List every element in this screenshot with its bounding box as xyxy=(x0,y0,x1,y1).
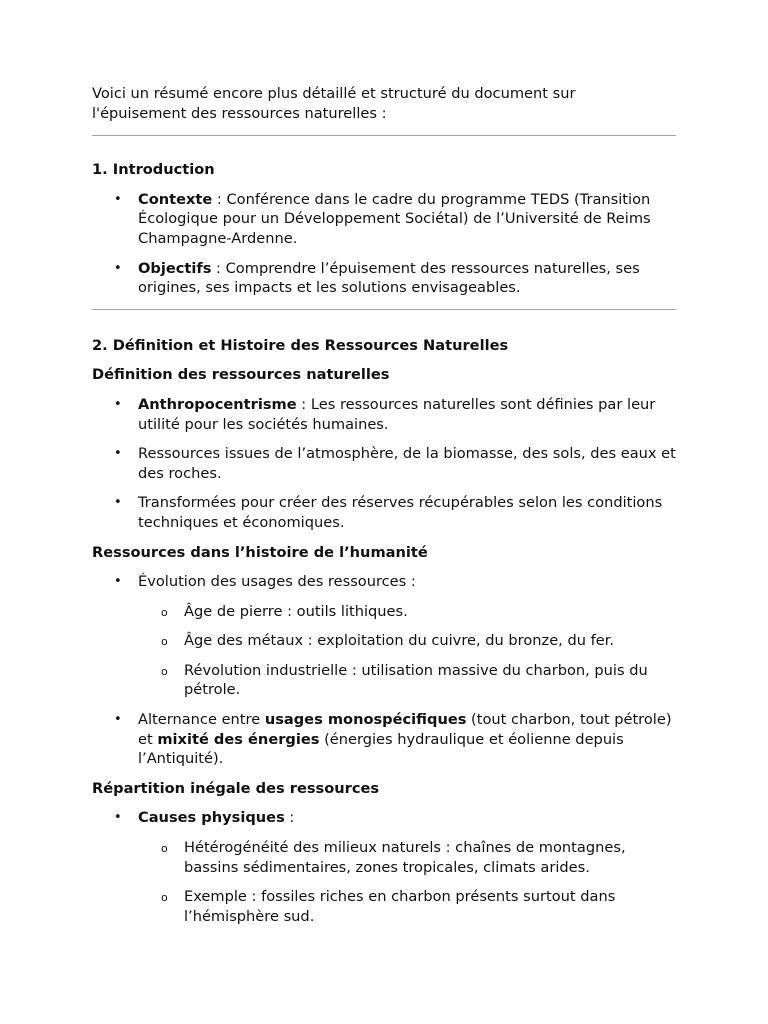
divider-1 xyxy=(92,135,676,136)
alternance-text-c: (tout charbon, tout pétrole) et xyxy=(138,711,672,748)
document-page xyxy=(92,84,676,926)
intro-text: Voici un résumé encore plus détaillé et structuré du document sur l'épuisement des ressources naturelles : xyxy=(92,85,576,122)
objectifs-text: : Comprendre l’épuisement des ressources naturelles, ses origines, ses impacts et les solutions envisageables. xyxy=(138,259,640,297)
anthropocentrisme-text: : Les ressources naturelles sont définies par leur utilité pour les sociétés humaines. xyxy=(138,395,656,433)
intro-paragraph xyxy=(92,84,622,123)
causes-sublist xyxy=(138,838,676,926)
definition-heading: Définition des ressources naturelles xyxy=(92,366,390,384)
sublist-item-industrielle: o Révolution industrielle : utilisation massive du charbon, puis du pétrole. xyxy=(138,661,676,700)
list-item-contexte xyxy=(92,190,676,249)
list-item-causes xyxy=(92,808,676,926)
causes-label: Causes physiques xyxy=(138,809,285,827)
sublist-item-metaux: o Âge des métaux : exploitation du cuivre, du bronze, du fer. xyxy=(138,631,676,651)
divider-2 xyxy=(92,309,676,310)
anthropocentrisme-label: Anthropocentrisme xyxy=(138,395,297,413)
list-item-transformees: • Transformées pour créer des réserves récupérables selon les conditions techniques et économiques. xyxy=(92,493,676,532)
alternance-bold-monospecifiques: usages monospécifiques xyxy=(264,711,467,729)
causes-text: : xyxy=(284,809,295,827)
alternance-text-e: (énergies hydraulique et éolienne depuis l’Antiquité). xyxy=(138,730,624,768)
list-item-sources: • Ressources issues de l’atmosphère, de la biomasse, des sols, des eaux et des roches. xyxy=(92,444,676,483)
list-item-objectifs xyxy=(92,259,676,298)
repartition-list xyxy=(92,808,676,926)
contexte-text: : Conférence dans le cadre du programme TEDS (Transition Écologique pour un Développement Sociétal) de l’Université de Reims Champagne-Ardenne. xyxy=(138,190,651,247)
evolution-text: Évolution des usages des ressources : xyxy=(138,573,416,591)
objectifs-label: Objectifs xyxy=(138,259,212,277)
alternance-text-a: Alternance entre xyxy=(138,711,265,729)
sublist-item-exemple: o Exemple : fossiles riches en charbon présents surtout dans l’hémisphère sud. xyxy=(138,887,676,926)
definition-list xyxy=(92,395,676,533)
contexte-label: Contexte xyxy=(138,190,213,208)
section-1-title: 1. Introduction xyxy=(92,161,215,179)
section-2-title: 2. Définition et Histoire des Ressources Naturelles xyxy=(92,336,509,354)
sublist-item-heterogeneite: o Hétérogénéité des milieux naturels : chaînes de montagnes, bassins sédimentaires, zones tropicales, climats arides. xyxy=(138,838,676,877)
section-1-list xyxy=(92,190,676,298)
evolution-sublist xyxy=(138,602,676,700)
histoire-list xyxy=(92,572,676,769)
list-item-alternance xyxy=(92,710,676,769)
sublist-item-pierre: o Âge de pierre : outils lithiques. xyxy=(138,602,676,622)
alternance-bold-mixite: mixité des énergies xyxy=(157,730,320,748)
repartition-heading: Répartition inégale des ressources xyxy=(92,779,380,797)
histoire-heading: Ressources dans l’histoire de l’humanité xyxy=(92,543,428,561)
list-item-anthropocentrisme xyxy=(92,395,676,434)
list-item-evolution xyxy=(92,572,676,700)
